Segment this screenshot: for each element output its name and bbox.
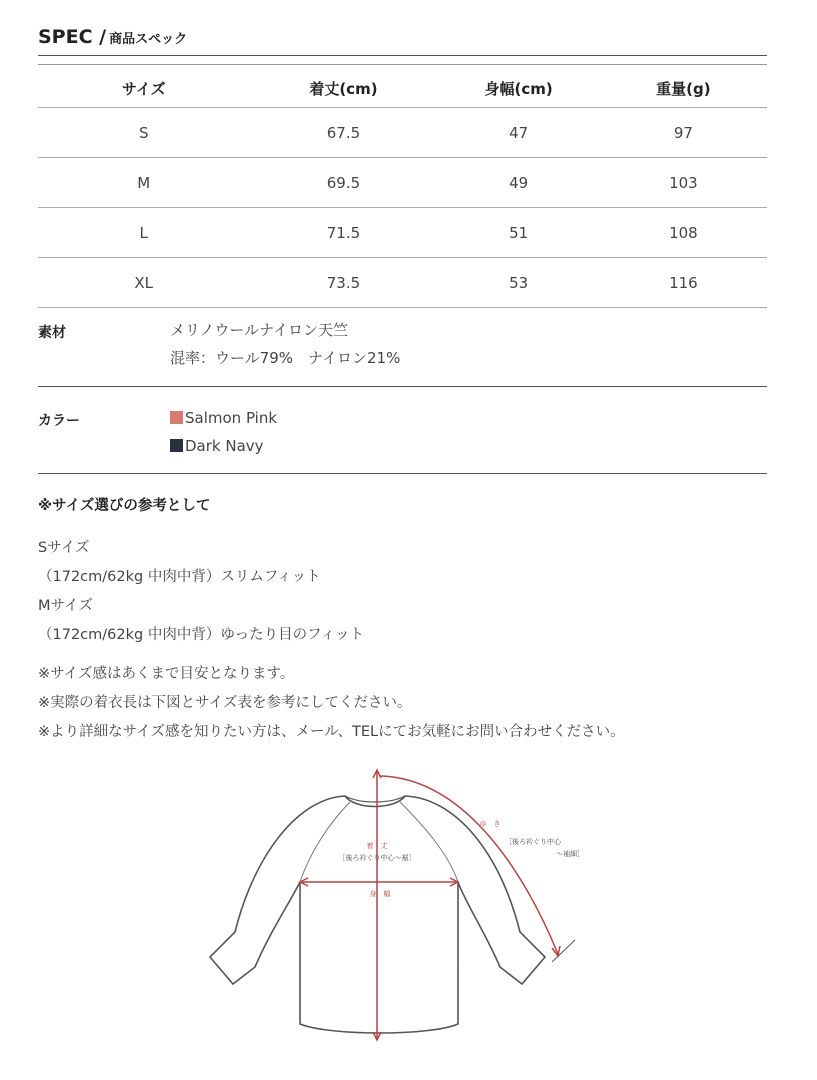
material-rule bbox=[38, 386, 767, 387]
color-option-dark-navy bbox=[170, 432, 277, 460]
cell-weight: 116 bbox=[600, 258, 767, 308]
size-guide-line: （172cm/62kg 中肉中背）ゆったり目のフィット bbox=[38, 627, 365, 643]
sleeve-label: ゆ き bbox=[479, 820, 501, 828]
note-line: ※サイズ感はあくまで目安となります。 bbox=[38, 666, 295, 682]
cell-size: L bbox=[38, 208, 249, 258]
sleeve-cuff-guide bbox=[552, 940, 575, 962]
color-label: カラー bbox=[38, 413, 80, 429]
header-width: 身幅(cm) bbox=[437, 69, 599, 108]
header-weight: 重量(g) bbox=[600, 69, 767, 108]
table-row bbox=[38, 208, 767, 258]
table-header-row bbox=[38, 69, 767, 108]
title-rule bbox=[38, 55, 767, 56]
table-top-rule bbox=[38, 64, 767, 65]
cell-length: 67.5 bbox=[249, 108, 437, 158]
color-name: Dark Navy bbox=[185, 437, 264, 455]
header-size: サイズ bbox=[38, 69, 249, 108]
length-sub-label: ［後ろ衿ぐり中心〜裾］ bbox=[338, 854, 416, 862]
header-length: 着丈(cm) bbox=[249, 69, 437, 108]
title-separator: / bbox=[92, 26, 107, 48]
sleeve-arrow bbox=[380, 776, 558, 954]
size-guide-line: （172cm/62kg 中肉中背）スリムフィット bbox=[38, 569, 321, 585]
width-label: 身 幅 bbox=[369, 890, 391, 898]
cell-length: 73.5 bbox=[249, 258, 437, 308]
cell-weight: 97 bbox=[600, 108, 767, 158]
color-swatch bbox=[170, 439, 183, 452]
size-guide bbox=[38, 534, 364, 650]
cell-size: XL bbox=[38, 258, 249, 308]
cell-size: S bbox=[38, 108, 249, 158]
cell-width: 53 bbox=[437, 258, 599, 308]
material-line: 混率：ウール79% ナイロン21% bbox=[170, 349, 401, 367]
sleeve-sub-label-1: ［後ろ衿ぐり中心 bbox=[505, 838, 561, 846]
color-value bbox=[170, 404, 277, 460]
color-option-salmon-pink bbox=[170, 404, 277, 432]
material-label: 素材 bbox=[38, 325, 66, 341]
length-label: 着 丈 bbox=[366, 842, 388, 850]
table-row bbox=[38, 258, 767, 308]
collar-line bbox=[345, 796, 405, 802]
cell-length: 71.5 bbox=[249, 208, 437, 258]
title-en: SPEC bbox=[38, 26, 93, 48]
raglan-seam-left bbox=[300, 802, 350, 882]
color-swatch bbox=[170, 411, 183, 424]
sleeve-sub-label-2: 〜袖細］ bbox=[556, 850, 584, 858]
page-title bbox=[38, 26, 187, 48]
cell-size: M bbox=[38, 158, 249, 208]
material-value bbox=[170, 316, 400, 372]
table-row bbox=[38, 158, 767, 208]
cell-width: 47 bbox=[437, 108, 599, 158]
raglan-seam-right bbox=[400, 802, 458, 882]
notes bbox=[38, 660, 625, 747]
size-guide-line: Sサイズ bbox=[38, 540, 90, 556]
note-line: ※実際の着衣長は下図とサイズ表を参考にしてください。 bbox=[38, 695, 412, 711]
spec-table bbox=[38, 69, 767, 308]
color-rule bbox=[38, 473, 767, 474]
garment-diagram bbox=[200, 762, 590, 1062]
note-line: ※より詳細なサイズ感を知りたい方は、メール、TELにてお気軽にお問い合わせください。 bbox=[38, 724, 625, 740]
material-line: メリノウールナイロン天竺 bbox=[170, 321, 349, 339]
size-guide-line: Mサイズ bbox=[38, 598, 93, 614]
cell-length: 69.5 bbox=[249, 158, 437, 208]
cell-weight: 103 bbox=[600, 158, 767, 208]
title-jp: 商品スペック bbox=[109, 32, 188, 47]
cell-width: 51 bbox=[437, 208, 599, 258]
size-guide-heading: ※サイズ選びの参考として bbox=[38, 498, 211, 514]
color-name: Salmon Pink bbox=[185, 409, 278, 427]
cell-width: 49 bbox=[437, 158, 599, 208]
table-row bbox=[38, 108, 767, 158]
cell-weight: 108 bbox=[600, 208, 767, 258]
